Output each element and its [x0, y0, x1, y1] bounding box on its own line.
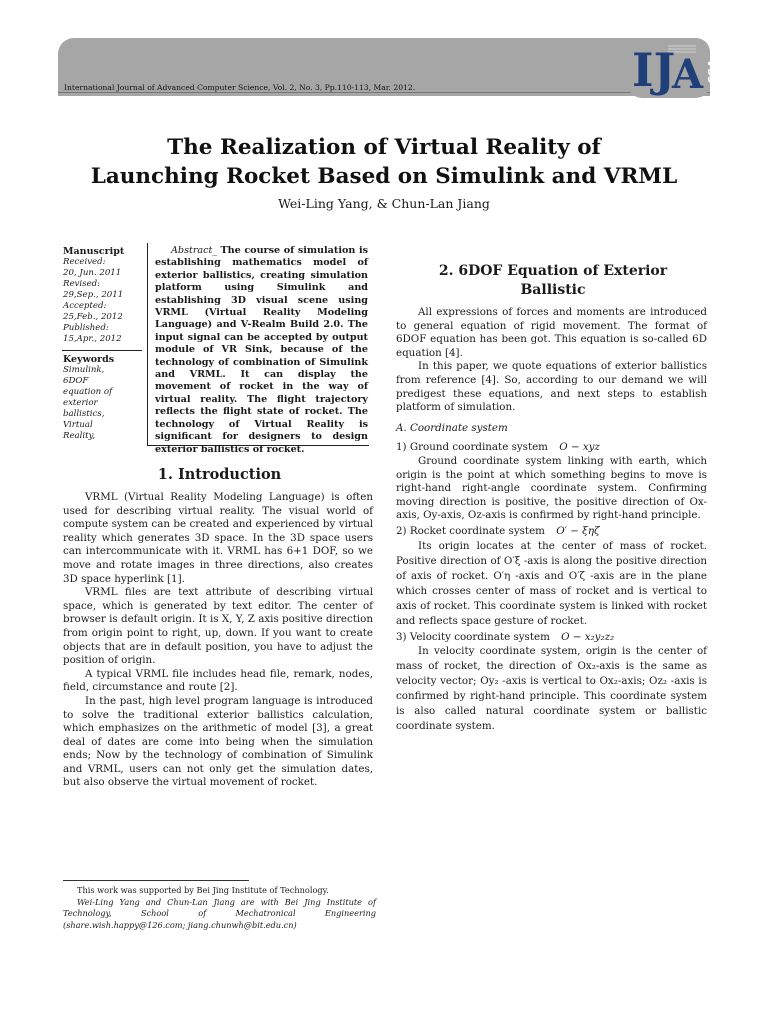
- section-2-body: [396, 306, 707, 734]
- journal-header-band: [58, 38, 710, 96]
- item-math: O′ − ξηζ: [556, 524, 600, 537]
- keyword-line: Simulink,: [63, 365, 105, 375]
- keyword-line: exterior: [63, 398, 98, 408]
- abstract: [155, 245, 368, 456]
- svg-text:IJ: IJ: [632, 43, 676, 97]
- paragraph: In this paper, we quote equations of exterior ballistics from reference [4]. So, according to our demand we will predigest these equations, and next steps to establish platform of simulation.: [396, 360, 707, 414]
- coordinate-item-1: [396, 441, 707, 455]
- keywords-heading: Keywords: [63, 354, 115, 365]
- footnote-support: This work was supported by Bei Jing Institute of Technology.: [77, 885, 329, 895]
- keyword-line: Reality,: [63, 431, 96, 441]
- manuscript-info: [63, 246, 124, 345]
- published-label: Published:: [63, 323, 109, 333]
- keywords-block: [63, 354, 114, 442]
- revised-label: Revised:: [63, 279, 101, 289]
- subsection-a-heading: A. Coordinate system: [396, 421, 508, 434]
- paragraph: VRML files are text attribute of describing virtual space, which is generated by text editor. The center of browser is default origin. It is X, Y, Z axis positive direction from origin point to right, up, down. If you want to create objects that are in default position, you have to adjust the position of origin.: [63, 586, 373, 667]
- accepted-label: Accepted:: [63, 301, 107, 311]
- paragraph: VRML (Virtual Reality Modeling Language) is often used for describing virtual reality. The visual world of compute system can be created and experienced by virtual reality which generates 3D space. In the 3D space users can intercommunicate with it. VRML has 6+1 DOF, so we move and rotate images in three directions, also creates 3D space hyperlink [1].: [63, 491, 373, 585]
- received-date: 20, Jun. 2011: [63, 268, 122, 278]
- journal-logo: [628, 38, 719, 98]
- keyword-line: Virtual: [63, 420, 93, 430]
- paper-title-line-1: The Realization of Virtual Reality of: [167, 135, 601, 160]
- revised-date: 29,Sep., 2011: [63, 290, 124, 300]
- section-2-heading-line-2: Ballistic: [520, 281, 586, 298]
- paragraph: All expressions of forces and moments are introduced to general equation of rigid movement. The format of 6DOF equation has been got. This equation is so-called 6D equation [4].: [396, 306, 707, 359]
- svg-text:A: A: [672, 51, 704, 98]
- header-rule: [58, 92, 710, 93]
- accepted-date: 25,Feb., 2012: [63, 312, 123, 322]
- footnote-rule: [63, 880, 249, 881]
- item-math: O − x₂y₂z₂: [561, 630, 615, 643]
- footnote-affiliation: Wei-Ling Yang and Chun-Lan Jiang are with Bei Jing Institute of Technology, School of Mechatronical Engineering (share.wish.happy@126.com; jiang.chunwh@bit.edu.cn): [63, 896, 376, 930]
- paragraph: In the past, high level program language is introduced to solve the traditional exterior ballistics calculation, which emphasizes on the arithmetic of model [3], a great deal of dates are come into being when the simulation ends; Now by the technology of combination of Simulink and VRML, users can not only get the simulation dates, but also observe the virtual movement of rocket.: [63, 694, 373, 789]
- abstract-label: Abstract: [171, 245, 213, 256]
- section-2-heading: [396, 262, 710, 299]
- paragraph: Ground coordinate system linking with earth, which origin is the point at which something begins to move is right-hand right-angle coordinate system. Confirming moving direction is positive, the positive direction of Ox-axis, Oy-axis, Oz-axis is confirmed by right-hand principle.: [396, 454, 707, 522]
- section-2-heading-line-1: 2. 6DOF Equation of Exterior: [438, 263, 668, 279]
- abstract-text: The course of simulation is establishing mathematics model of exterior ballistics, creating simulation platform using Simulink and establishing 3D visual scene using VRML (Virtual Reality Modeling Language) and V-Realm Build 2.0. The input signal can be accepted by output module of VR Sink, because of the technology of combination of Simulink and VRML. It can display the movement of rocket in the way of virtual reality. The flight trajectory reflects the flight state of rocket. The technology of Virtual Reality is significant for designers to design exterior ballistics of rocket.: [155, 245, 368, 455]
- abstract-dash: _: [212, 245, 221, 256]
- coordinate-item-3: [396, 631, 707, 645]
- keyword-line: ballistics,: [63, 409, 105, 419]
- item-math: O − xyz: [559, 441, 600, 454]
- paragraph: In velocity coordinate system, origin is the center of mass of rocket, the direction of Ox₂-axis is the same as velocity vector; Oy₂ -axis is vertical to Ox₂-axis; Oz₂ -axis is confirmed by right-hand principle. This coordinate system is also called natural coordinate system or ballistic coordinate system.: [396, 645, 707, 733]
- keyword-line: 6DOF: [63, 376, 89, 386]
- received-label: Received:: [63, 257, 106, 267]
- item-label: 3) Velocity coordinate system: [396, 630, 550, 643]
- paper-title-line-2: Launching Rocket Based on Simulink and VRML: [90, 164, 678, 189]
- coordinate-item-2: [396, 525, 707, 539]
- paragraph: Its origin locates at the center of mass of rocket. Positive direction of O′ξ -axis is along the positive direction of axis of rocket. O′η -axis and O′ζ -axis are in the plane which crosses center of mass of rocket and is vertical to axis of rocket. This coordinate system is linked with rocket and reflects space gesture of rocket.: [396, 539, 707, 627]
- keyword-line: equation of: [63, 387, 113, 397]
- paragraph: A typical VRML file includes head file, remark, nodes, field, circumstance and route [2].: [63, 667, 373, 694]
- item-label: 2) Rocket coordinate system: [396, 524, 545, 537]
- section-1-heading: 1. Introduction: [157, 466, 282, 483]
- journal-citation: International Journal of Advanced Computer Science, Vol. 2, No. 3, Pp.110-113, Mar. 2012.: [64, 83, 416, 92]
- footnote: [63, 885, 376, 931]
- published-date: 15,Apr., 2012: [63, 334, 122, 344]
- item-label: 1) Ground coordinate system: [396, 441, 548, 454]
- paper-authors: Wei-Ling Yang, & Chun-Lan Jiang: [278, 196, 490, 211]
- abstract-divider: [147, 243, 148, 446]
- svg-text:CSA: CSA: [706, 59, 719, 84]
- manuscript-heading: Manuscript: [63, 246, 125, 257]
- section-1-body: [63, 491, 373, 790]
